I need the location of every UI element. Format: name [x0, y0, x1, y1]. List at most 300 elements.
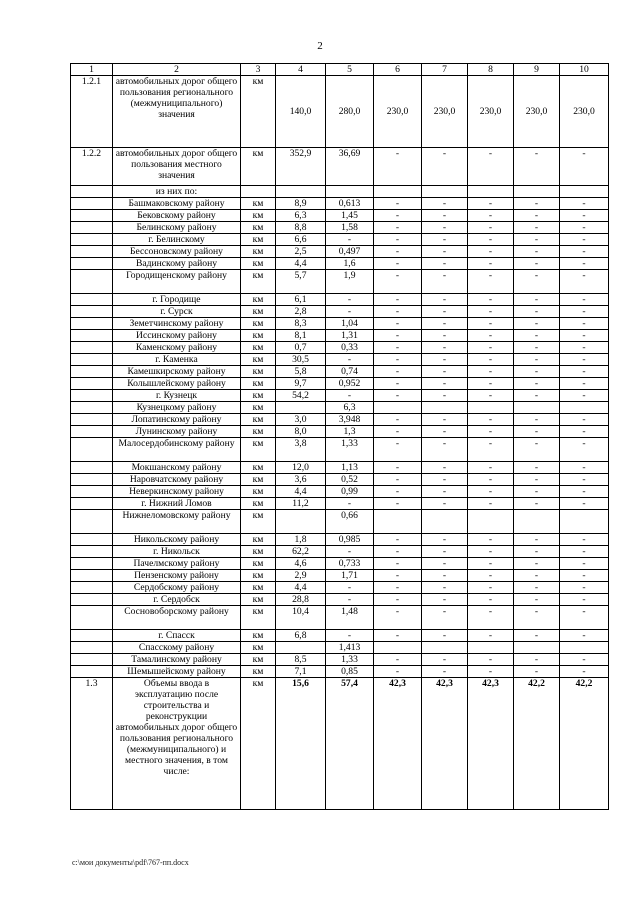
column-number-cell: 3: [241, 64, 276, 76]
value-cell: -: [514, 222, 560, 234]
value-cell: -: [468, 426, 514, 438]
value-cell: -: [560, 234, 609, 246]
value-cell: 4,4: [276, 258, 326, 270]
value-cell: -: [468, 630, 514, 642]
value-cell: -: [514, 258, 560, 270]
value-cell: -: [560, 438, 609, 462]
value-cell: -: [560, 546, 609, 558]
row-name-cell: Тамалинскому району: [113, 654, 241, 666]
row-name-cell: Малосердобинскому району: [113, 438, 241, 462]
value-cell: -: [326, 390, 374, 402]
row-index-cell: [71, 354, 113, 366]
district-row: [71, 594, 609, 606]
row-name-cell: Неверкинскому району: [113, 486, 241, 498]
value-cell: -: [468, 498, 514, 510]
empty-cell: [241, 186, 276, 198]
row-index-cell: [71, 210, 113, 222]
value-cell: 0,7: [276, 342, 326, 354]
subheader-row: [71, 186, 609, 198]
empty-cell: [560, 186, 609, 198]
value-cell: -: [374, 666, 422, 678]
value-cell: -: [514, 486, 560, 498]
value-cell: 5,8: [276, 366, 326, 378]
row-index-cell: [71, 330, 113, 342]
row-name-cell: г. Спасск: [113, 630, 241, 642]
value-cell: -: [468, 390, 514, 402]
value-cell: 0,952: [326, 378, 374, 390]
unit-cell: км: [241, 342, 276, 354]
value-cell: 42,3: [468, 678, 514, 810]
value-cell: -: [514, 354, 560, 366]
value-cell: -: [514, 210, 560, 222]
row-name-cell: Пачелмскому району: [113, 558, 241, 570]
value-cell: -: [560, 474, 609, 486]
value-cell: -: [422, 330, 468, 342]
row-name-cell: Объемы ввода в эксплуатацию после строительства и реконструкции автомобильных дорог общего пользования регионального (межмуниципального) и местного значения, в том числе:: [113, 678, 241, 810]
value-cell: -: [514, 390, 560, 402]
value-cell: -: [514, 462, 560, 474]
value-cell: 57,4: [326, 678, 374, 810]
row-index-cell: [71, 462, 113, 474]
value-cell: -: [422, 258, 468, 270]
row-name-cell: Никольскому району: [113, 534, 241, 546]
value-cell: -: [514, 234, 560, 246]
district-row: [71, 426, 609, 438]
value-cell: -: [514, 666, 560, 678]
row-index-cell: [71, 498, 113, 510]
unit-cell: км: [241, 148, 276, 186]
value-cell: -: [422, 546, 468, 558]
value-cell: -: [468, 486, 514, 498]
district-row: [71, 270, 609, 294]
row-index-cell: [71, 426, 113, 438]
value-cell: -: [422, 558, 468, 570]
empty-cell: [422, 186, 468, 198]
row-index-cell: [71, 654, 113, 666]
district-row: [71, 402, 609, 414]
value-cell: -: [468, 246, 514, 258]
unit-cell: км: [241, 474, 276, 486]
value-cell: -: [468, 234, 514, 246]
value-cell: -: [374, 354, 422, 366]
value-cell: -: [560, 258, 609, 270]
value-cell: 1,6: [326, 258, 374, 270]
value-cell: -: [560, 486, 609, 498]
value-cell: -: [422, 414, 468, 426]
row-name-cell: Белинскому району: [113, 222, 241, 234]
page-number: 2: [317, 40, 323, 52]
row-index-cell: [71, 582, 113, 594]
value-cell: 8,0: [276, 426, 326, 438]
value-cell: -: [468, 354, 514, 366]
row-name-cell: Пензенскому району: [113, 570, 241, 582]
row-name-cell: Шемышейскому району: [113, 666, 241, 678]
value-cell: 1,31: [326, 330, 374, 342]
value-cell: -: [422, 630, 468, 642]
value-cell: -: [468, 462, 514, 474]
value-cell: [422, 642, 468, 654]
row-name-cell: Сосновоборскому району: [113, 606, 241, 630]
row-index-cell: [71, 186, 113, 198]
value-cell: [374, 642, 422, 654]
value-cell: -: [468, 270, 514, 294]
indicators-table: [70, 63, 609, 810]
value-cell: -: [468, 582, 514, 594]
value-cell: 352,9: [276, 148, 326, 186]
value-cell: -: [514, 606, 560, 630]
district-row: [71, 582, 609, 594]
value-cell: [276, 510, 326, 534]
value-cell: -: [422, 354, 468, 366]
row-1-2-2: [71, 148, 609, 186]
row-index-cell: [71, 390, 113, 402]
value-cell: -: [374, 606, 422, 630]
value-cell: -: [560, 306, 609, 318]
value-cell: [276, 402, 326, 414]
row-name-cell: Наровчатскому району: [113, 474, 241, 486]
district-row: [71, 642, 609, 654]
district-row: [71, 294, 609, 306]
row-index-cell: [71, 642, 113, 654]
value-cell: -: [560, 582, 609, 594]
row-index-cell: [71, 270, 113, 294]
unit-cell: км: [241, 642, 276, 654]
value-cell: 11,2: [276, 498, 326, 510]
value-cell: -: [422, 294, 468, 306]
value-cell: 8,9: [276, 198, 326, 210]
value-cell: -: [560, 366, 609, 378]
value-cell: 0,613: [326, 198, 374, 210]
unit-cell: км: [241, 222, 276, 234]
district-row: [71, 258, 609, 270]
value-cell: -: [326, 594, 374, 606]
value-cell: -: [422, 234, 468, 246]
row-name-cell: Сердобскому району: [113, 582, 241, 594]
value-cell: 42,2: [560, 678, 609, 810]
value-cell: 1,33: [326, 438, 374, 462]
value-cell: -: [374, 330, 422, 342]
value-cell: -: [326, 234, 374, 246]
unit-cell: км: [241, 534, 276, 546]
district-row: [71, 534, 609, 546]
value-cell: -: [560, 462, 609, 474]
value-cell: -: [422, 654, 468, 666]
value-cell: -: [468, 666, 514, 678]
value-cell: -: [514, 330, 560, 342]
unit-cell: км: [241, 270, 276, 294]
value-cell: -: [422, 474, 468, 486]
value-cell: -: [468, 342, 514, 354]
unit-cell: км: [241, 570, 276, 582]
value-cell: -: [514, 654, 560, 666]
unit-cell: км: [241, 594, 276, 606]
empty-cell: [276, 186, 326, 198]
row-name-cell: Камешкирскому району: [113, 366, 241, 378]
value-cell: -: [422, 462, 468, 474]
value-cell: 0,33: [326, 342, 374, 354]
unit-cell: км: [241, 546, 276, 558]
value-cell: -: [560, 390, 609, 402]
row-name-cell: Лопатинскому району: [113, 414, 241, 426]
value-cell: -: [468, 366, 514, 378]
row-name-cell: автомобильных дорог общего пользования местного значения: [113, 148, 241, 186]
row-index-cell: [71, 606, 113, 630]
value-cell: 6,3: [326, 402, 374, 414]
value-cell: 1,9: [326, 270, 374, 294]
row-name-cell: Нижнеломовскому району: [113, 510, 241, 534]
value-cell: -: [374, 342, 422, 354]
column-number-cell: 5: [326, 64, 374, 76]
value-cell: -: [514, 630, 560, 642]
value-cell: 28,8: [276, 594, 326, 606]
value-cell: -: [374, 486, 422, 498]
value-cell: 8,5: [276, 654, 326, 666]
value-cell: -: [374, 210, 422, 222]
value-cell: -: [514, 582, 560, 594]
value-cell: -: [560, 378, 609, 390]
value-cell: -: [560, 498, 609, 510]
value-cell: -: [326, 546, 374, 558]
row-index-cell: [71, 486, 113, 498]
unit-cell: км: [241, 582, 276, 594]
value-cell: [422, 510, 468, 534]
value-cell: -: [514, 474, 560, 486]
unit-cell: км: [241, 630, 276, 642]
value-cell: -: [422, 342, 468, 354]
column-number-cell: 9: [514, 64, 560, 76]
value-cell: 1,33: [326, 654, 374, 666]
unit-cell: км: [241, 462, 276, 474]
district-row: [71, 414, 609, 426]
unit-cell: км: [241, 258, 276, 270]
value-cell: -: [468, 222, 514, 234]
value-cell: 3,948: [326, 414, 374, 426]
unit-cell: км: [241, 330, 276, 342]
value-cell: -: [560, 630, 609, 642]
value-cell: -: [374, 270, 422, 294]
value-cell: 0,733: [326, 558, 374, 570]
district-row: [71, 390, 609, 402]
value-cell: 0,66: [326, 510, 374, 534]
value-cell: 9,7: [276, 378, 326, 390]
unit-cell: км: [241, 414, 276, 426]
unit-cell: км: [241, 654, 276, 666]
value-cell: 0,99: [326, 486, 374, 498]
unit-cell: км: [241, 366, 276, 378]
value-cell: 1,13: [326, 462, 374, 474]
value-cell: -: [374, 222, 422, 234]
value-cell: -: [326, 582, 374, 594]
value-cell: 1,8: [276, 534, 326, 546]
district-row: [71, 558, 609, 570]
value-cell: -: [560, 594, 609, 606]
value-cell: -: [468, 306, 514, 318]
district-row: [71, 198, 609, 210]
value-cell: -: [514, 246, 560, 258]
row-index-cell: [71, 306, 113, 318]
row-name-cell: Иссинскому району: [113, 330, 241, 342]
row-name-cell: автомобильных дорог общего пользования регионального (межмуниципального) значения: [113, 76, 241, 148]
value-cell: 54,2: [276, 390, 326, 402]
value-cell: -: [422, 534, 468, 546]
unit-cell: км: [241, 402, 276, 414]
row-name-cell: г. Кузнецк: [113, 390, 241, 402]
value-cell: 15,6: [276, 678, 326, 810]
unit-cell: км: [241, 294, 276, 306]
value-cell: -: [560, 354, 609, 366]
value-cell: 2,9: [276, 570, 326, 582]
unit-cell: км: [241, 210, 276, 222]
value-cell: -: [514, 198, 560, 210]
value-cell: 12,0: [276, 462, 326, 474]
value-cell: -: [422, 666, 468, 678]
value-cell: -: [374, 558, 422, 570]
row-index-cell: [71, 222, 113, 234]
row-name-cell: Вадинскому району: [113, 258, 241, 270]
value-cell: 8,1: [276, 330, 326, 342]
row-index-cell: [71, 570, 113, 582]
value-cell: 0,52: [326, 474, 374, 486]
value-cell: -: [468, 414, 514, 426]
value-cell: -: [560, 666, 609, 678]
row-name-cell: Лунинскому району: [113, 426, 241, 438]
value-cell: -: [468, 606, 514, 630]
row-index-cell: [71, 414, 113, 426]
row-index-cell: [71, 474, 113, 486]
value-cell: -: [560, 606, 609, 630]
value-cell: -: [422, 438, 468, 462]
value-cell: -: [514, 558, 560, 570]
unit-cell: км: [241, 426, 276, 438]
value-cell: -: [514, 594, 560, 606]
value-cell: -: [374, 594, 422, 606]
row-name-cell: Кузнецкому району: [113, 402, 241, 414]
value-cell: -: [514, 414, 560, 426]
value-cell: -: [374, 630, 422, 642]
value-cell: 36,69: [326, 148, 374, 186]
value-cell: -: [514, 294, 560, 306]
value-cell: [560, 510, 609, 534]
district-row: [71, 486, 609, 498]
row-index-cell: 1.2.2: [71, 148, 113, 186]
file-path-footer: c:\мои документы\pdf\767-пп.docx: [72, 858, 189, 867]
value-cell: -: [468, 198, 514, 210]
value-cell: 42,3: [374, 678, 422, 810]
column-number-row: [71, 64, 609, 76]
row-name-cell: Бессоновскому району: [113, 246, 241, 258]
value-cell: 230,0: [374, 76, 422, 148]
row-index-cell: 1.3: [71, 678, 113, 810]
value-cell: -: [468, 148, 514, 186]
value-cell: -: [560, 198, 609, 210]
value-cell: -: [422, 318, 468, 330]
value-cell: 1,48: [326, 606, 374, 630]
value-cell: -: [422, 378, 468, 390]
district-row: [71, 546, 609, 558]
value-cell: -: [422, 246, 468, 258]
value-cell: -: [514, 270, 560, 294]
district-row: [71, 666, 609, 678]
district-row: [71, 366, 609, 378]
value-cell: -: [468, 258, 514, 270]
district-row: [71, 654, 609, 666]
value-cell: -: [374, 390, 422, 402]
value-cell: 3,0: [276, 414, 326, 426]
value-cell: -: [560, 426, 609, 438]
value-cell: -: [514, 342, 560, 354]
district-row: [71, 246, 609, 258]
value-cell: [374, 510, 422, 534]
value-cell: -: [422, 390, 468, 402]
unit-cell: км: [241, 318, 276, 330]
value-cell: -: [560, 318, 609, 330]
column-number-cell: 6: [374, 64, 422, 76]
district-row: [71, 210, 609, 222]
value-cell: [468, 402, 514, 414]
value-cell: 1,3: [326, 426, 374, 438]
value-cell: -: [374, 148, 422, 186]
value-cell: 2,8: [276, 306, 326, 318]
value-cell: -: [422, 594, 468, 606]
value-cell: -: [514, 318, 560, 330]
value-cell: -: [514, 366, 560, 378]
value-cell: [514, 510, 560, 534]
row-name-cell: Спасскому району: [113, 642, 241, 654]
value-cell: 3,8: [276, 438, 326, 462]
value-cell: -: [374, 426, 422, 438]
unit-cell: км: [241, 306, 276, 318]
value-cell: 0,497: [326, 246, 374, 258]
value-cell: 62,2: [276, 546, 326, 558]
unit-cell: км: [241, 378, 276, 390]
subheader-cell: из них по:: [113, 186, 241, 198]
value-cell: -: [560, 210, 609, 222]
value-cell: -: [514, 534, 560, 546]
row-name-cell: Мокшанскому району: [113, 462, 241, 474]
value-cell: -: [374, 474, 422, 486]
value-cell: -: [422, 570, 468, 582]
value-cell: -: [422, 148, 468, 186]
district-row: [71, 438, 609, 462]
value-cell: -: [560, 270, 609, 294]
value-cell: 1,71: [326, 570, 374, 582]
value-cell: 0,74: [326, 366, 374, 378]
value-cell: -: [514, 148, 560, 186]
row-index-cell: [71, 234, 113, 246]
column-number-cell: 4: [276, 64, 326, 76]
value-cell: -: [560, 246, 609, 258]
district-row: [71, 378, 609, 390]
unit-cell: км: [241, 678, 276, 810]
value-cell: 230,0: [422, 76, 468, 148]
district-row: [71, 498, 609, 510]
value-cell: -: [468, 654, 514, 666]
value-cell: -: [560, 558, 609, 570]
value-cell: 4,6: [276, 558, 326, 570]
value-cell: 6,1: [276, 294, 326, 306]
district-row: [71, 474, 609, 486]
value-cell: 42,3: [422, 678, 468, 810]
value-cell: 6,3: [276, 210, 326, 222]
row-index-cell: [71, 534, 113, 546]
column-number-cell: 8: [468, 64, 514, 76]
row-name-cell: Колышлейскому району: [113, 378, 241, 390]
value-cell: 0,85: [326, 666, 374, 678]
value-cell: 10,4: [276, 606, 326, 630]
district-row: [71, 510, 609, 534]
unit-cell: км: [241, 486, 276, 498]
value-cell: -: [422, 198, 468, 210]
